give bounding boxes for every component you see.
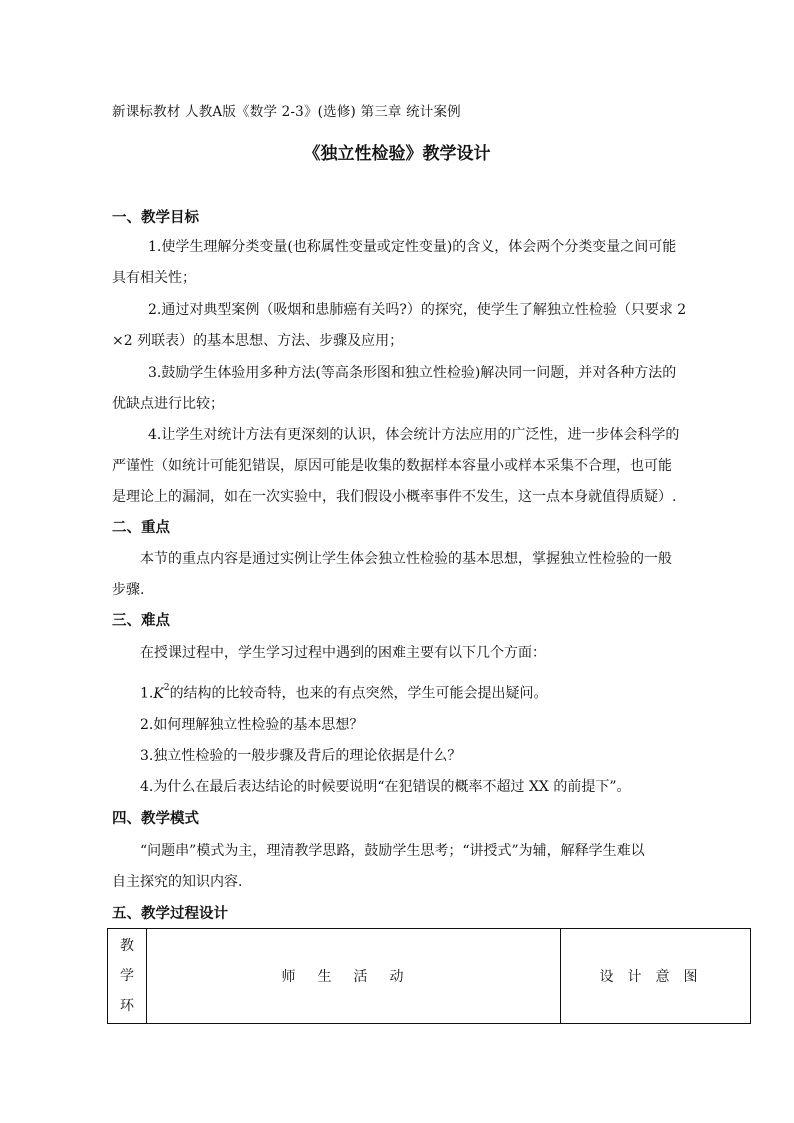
- goal-4-line-2: 严谨性（如统计可能犯错误，原因可能是收集的数据样本容量小或样本采集不合理，也可能: [112, 458, 672, 474]
- goal-4-line-1: 4.让学生对统计方法有更深刻的认识，体会统计方法应用的广泛性，进一步体会科学的: [148, 427, 680, 443]
- goal-1-line-1: 1.使学生理解分类变量(也称属性变量或定性变量)的含义，体会两个分类变量之间可能: [148, 239, 677, 255]
- table-row: [108, 929, 751, 1024]
- difficulty-item-1: [140, 680, 710, 704]
- stage-char-3: 环: [120, 998, 134, 1014]
- section-heading-process-design: 五、教学过程设计: [112, 906, 228, 922]
- section-heading-difficulties: 三、难点: [112, 613, 170, 629]
- teaching-mode-line-2: 自主探究的知识内容.: [112, 874, 243, 890]
- difficulty-item-2: 2.如何理解独立性检验的基本思想？: [140, 717, 364, 733]
- table-cell-stage: [108, 929, 147, 1024]
- key-points-line-1: 本节的重点内容是通过实例让学生体会独立性检验的基本思想，掌握独立性检验的一般: [140, 551, 672, 567]
- process-design-table: [107, 928, 751, 1024]
- goal-1-line-2: 具有相关性；: [112, 270, 196, 286]
- difficulty-item-3: 3.独立性检验的一般步骤及背后的理论依据是什么？: [140, 748, 462, 764]
- stage-char-2: 学: [120, 968, 134, 984]
- goal-2-line-2: ×2 列联表）的基本思想、方法、步骤及应用；: [112, 333, 404, 349]
- goal-3-line-2: 优缺点进行比较；: [112, 396, 224, 412]
- section-heading-objectives: 一、教学目标: [112, 210, 199, 226]
- difficulty-item-1-text: 的结构的比较奇特，也来的有点突然，学生可能会提出疑问。: [169, 685, 548, 702]
- page-title: 《独立性检验》教学设计: [303, 144, 491, 164]
- document-header: 新课标教材 人教A版《数学 2-3》(选修) 第三章 统计案例: [112, 104, 461, 120]
- section-heading-teaching-mode: 四、教学模式: [112, 811, 199, 827]
- difficulties-intro: 在授课过程中，学生学习过程中遇到的困难主要有以下几个方面：: [140, 645, 546, 661]
- k-squared-symbol: $K^2$: [153, 683, 170, 702]
- stage-char-1: 教: [120, 938, 134, 954]
- teaching-mode-line-1: “问题串”模式为主，理清教学思路，鼓励学生思考；“讲授式”为辅，解释学生难以: [140, 843, 645, 859]
- goal-4-line-3: 是理论上的漏洞，如在一次实验中，我们假设小概率事件不发生，这一点本身就值得质疑）.: [112, 489, 677, 505]
- key-points-line-2: 步骤.: [112, 582, 145, 598]
- goal-3-line-1: 3.鼓励学生体验用多种方法(等高条形图和独立性检验)解决同一问题，并对各种方法的: [148, 365, 677, 381]
- difficulty-item-1-prefix: 1.: [140, 685, 154, 702]
- difficulty-item-4: 4.为什么在最后表达结论的时候要说明“在犯错误的概率不超过 XX 的前提下”。: [140, 779, 631, 795]
- table-cell-activities: 师生活动: [147, 929, 561, 1024]
- table-cell-intent: 设计意图: [561, 929, 751, 1024]
- goal-2-line-1: 2.通过对典型案例（吸烟和患肺癌有关吗?）的探究，使学生了解独立性检验（只要求 2: [148, 302, 687, 318]
- section-heading-key-points: 二、重点: [112, 520, 170, 536]
